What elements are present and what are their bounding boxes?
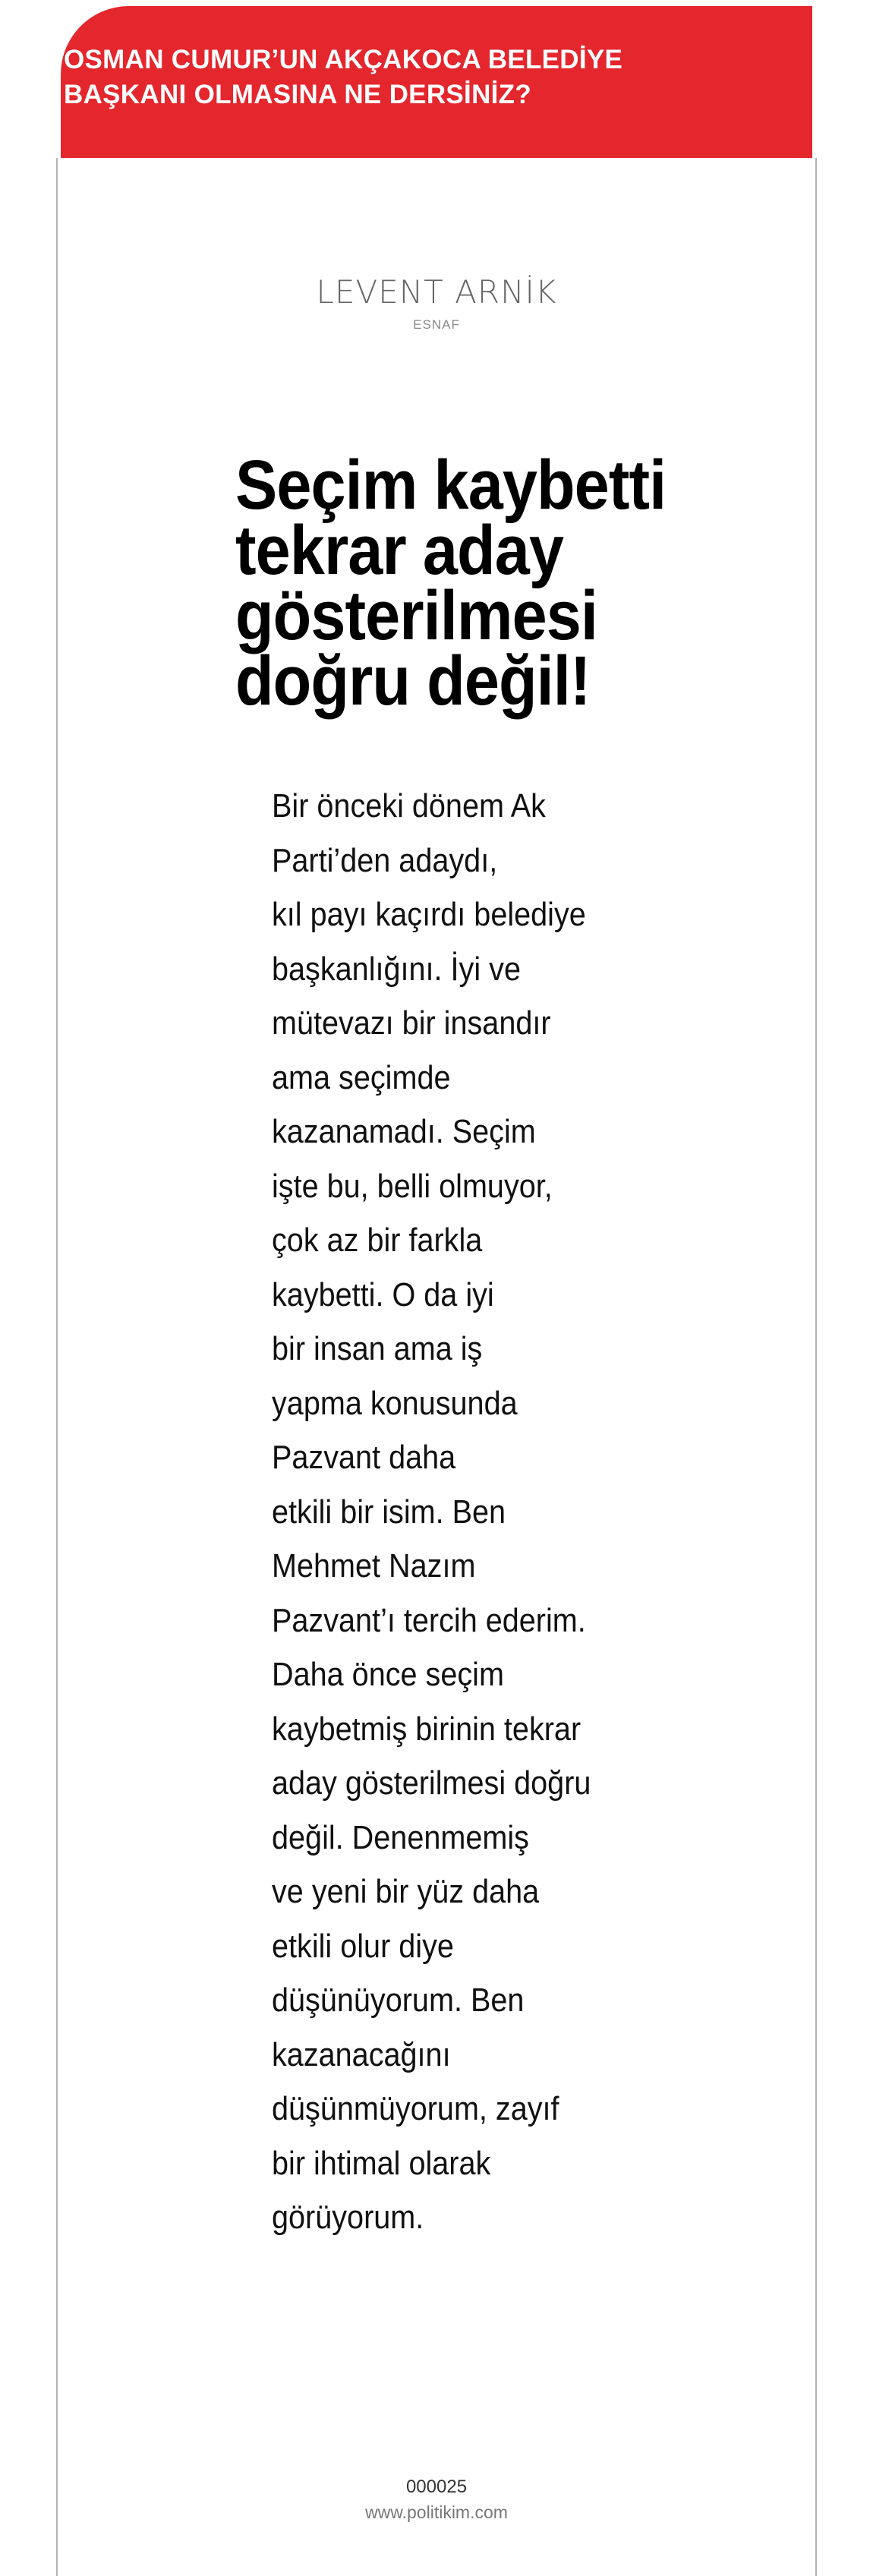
body-line: Parti’den adaydı, <box>272 841 498 879</box>
left-border-line <box>56 158 58 2576</box>
body-line: ama seçimde <box>272 1058 451 1096</box>
quote-body <box>272 779 727 2245</box>
body-line: bir insan ama iş <box>272 1330 483 1367</box>
body-line: ve yeni bir yüz daha <box>272 1873 540 1910</box>
body-line: mütevazı bir insandır <box>272 1004 551 1042</box>
body-line: düşünmüyorum, zayıf <box>272 2090 559 2127</box>
question-title <box>64 43 717 112</box>
body-line: yapma konusunda <box>272 1384 518 1422</box>
body-line: kazanacağını <box>272 2035 451 2073</box>
body-line: etkili olur diye <box>272 1927 454 1965</box>
body-line: kaybetti. O da iyi <box>272 1275 494 1313</box>
body-line: Pazvant daha <box>272 1439 456 1476</box>
body-line: işte bu, belli olmuyor, <box>272 1167 553 1205</box>
body-line: Pazvant’ı tercih ederim. <box>272 1601 586 1639</box>
headline-line: tekrar aday <box>235 512 563 589</box>
footer-url[interactable]: www.politikim.com <box>365 2502 508 2522</box>
body-line: aday gösterilmesi doğru <box>272 1764 591 1802</box>
body-line: başkanlığını. İyi ve <box>272 950 521 988</box>
body-line: bir ihtimal olarak <box>272 2144 491 2182</box>
headline-line: gösterilmesi <box>235 577 597 654</box>
headline <box>235 446 812 720</box>
body-line: Mehmet Nazım <box>272 1547 476 1584</box>
footer-code: 000025 <box>405 2477 468 2497</box>
body-line: etkili bir isim. Ben <box>272 1493 506 1531</box>
headline-line: Seçim kaybetti <box>235 446 667 524</box>
right-border-line <box>815 158 817 2576</box>
person-role: ESNAF <box>413 317 460 332</box>
body-line: kazanamadı. Seçim <box>272 1113 536 1150</box>
body-line: çok az bir farkla <box>272 1222 483 1259</box>
body-line: değil. Denenmemiş <box>272 1818 529 1856</box>
question-title-line: BAŞKANI OLMASINA NE DERSİNİZ? <box>64 80 532 109</box>
question-title-line: OSMAN CUMUR’UN AKÇAKOCA BELEDİYE <box>64 45 623 74</box>
headline-line: doğru değil! <box>235 642 591 720</box>
body-line: kıl payı kaçırdı belediye <box>272 896 586 933</box>
person-name: LEVENT ARNİK <box>316 273 557 311</box>
body-line: düşünüyorum. Ben <box>272 1982 525 2019</box>
body-line: Bir önceki dönem Ak <box>272 787 546 825</box>
body-line: görüyorum. <box>272 2199 424 2236</box>
body-line: Daha önce seçim <box>272 1656 504 1693</box>
body-line: kaybetmiş birinin tekrar <box>272 1710 581 1748</box>
